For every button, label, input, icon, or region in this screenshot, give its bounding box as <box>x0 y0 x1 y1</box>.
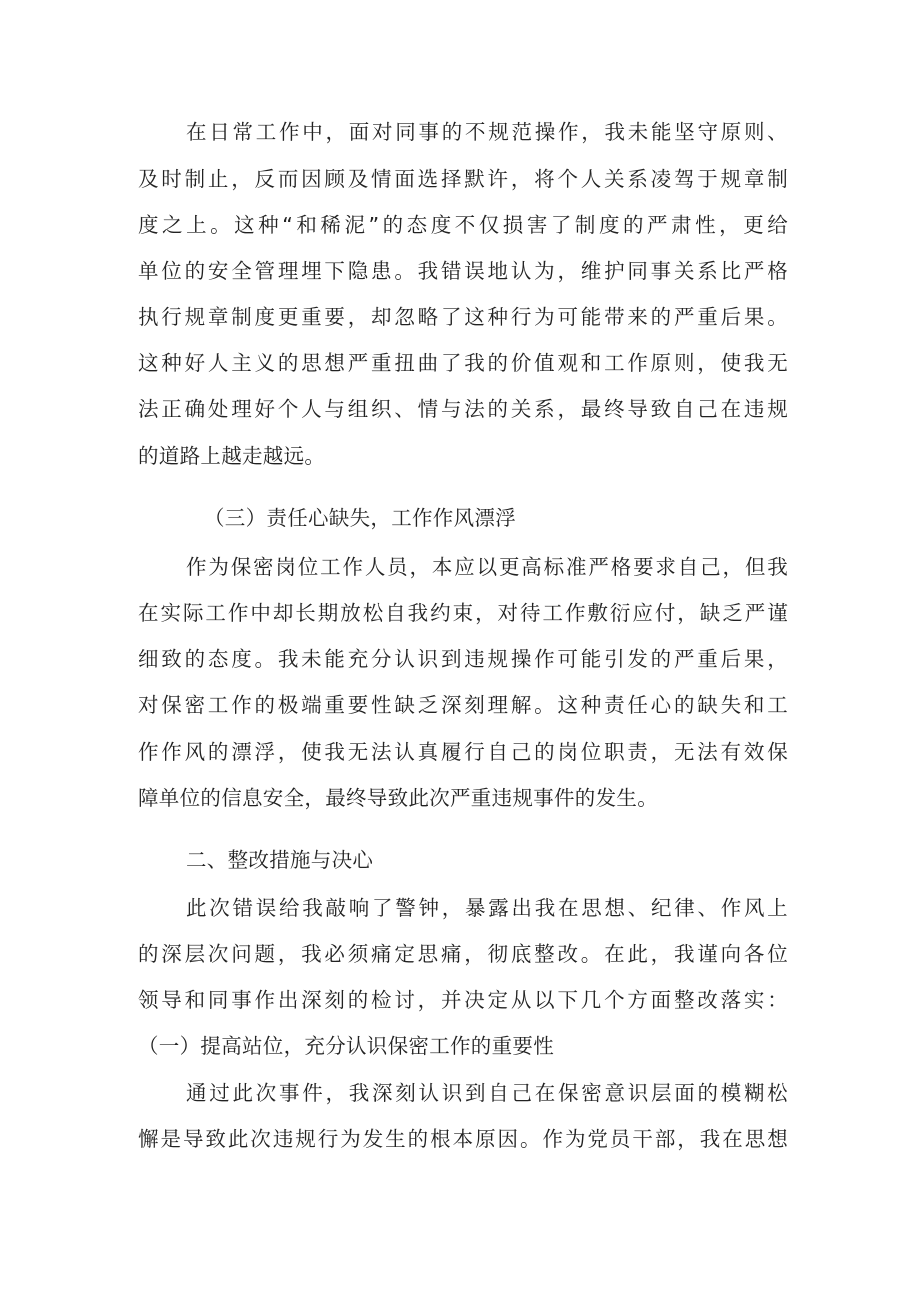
paragraph-3-line-2: 的深层次问题，我必须痛定思痛，彻底整改。在此，我谨向各位 <box>138 942 788 966</box>
paragraph-2-line-2: 在实际工作中却长期放松自我约束，对待工作敷衍应付，缺乏严谨 <box>138 601 788 625</box>
paragraph-3-line-1: 此次错误给我敲响了警钟，暴露出我在思想、纪律、作风上 <box>186 896 788 920</box>
paragraph-2-line-1: 作为保密岗位工作人员，本应以更高标准严格要求自己，但我 <box>186 555 788 579</box>
paragraph-4-line-2: 懈是导致此次违规行为发生的根本原因。作为党员干部，我在思想 <box>138 1127 788 1151</box>
paragraph-4-line-1: 通过此次事件，我深刻认识到自己在保密意识层面的模糊松 <box>186 1081 788 1105</box>
paragraph-2-line-6: 障单位的信息安全，最终导致此次严重违规事件的发生。 <box>138 786 658 810</box>
paragraph-2-line-4: 对保密工作的极端重要性缺乏深刻理解。这种责任心的缺失和工 <box>138 693 788 717</box>
paragraph-1-line-6: 这种好人主义的思想严重扭曲了我的价值观和工作原则，使我无 <box>138 351 788 375</box>
paragraph-3-line-3: 领导和同事作出深刻的检讨，并决定从以下几个方面整改落实： <box>138 988 788 1012</box>
paragraph-1-line-1: 在日常工作中，面对同事的不规范操作，我未能坚守原则、 <box>186 120 788 144</box>
paragraph-1-line-4: 单位的安全管理埋下隐患。我错误地认为，维护同事关系比严格 <box>138 259 788 283</box>
paragraph-1-line-3: 度之上。这种“和稀泥”的态度不仅损害了制度的严肃性，更给 <box>138 213 788 237</box>
paragraph-1-line-2: 及时制止，反而因顾及情面选择默许，将个人关系凌驾于规章制 <box>138 167 788 191</box>
sub-heading-1: （一）提高站位，充分认识保密工作的重要性 <box>138 1034 554 1058</box>
paragraph-1-line-8: 的道路上越走越远。 <box>138 444 326 468</box>
section-heading-3: （三）责任心缺失，工作作风漂浮 <box>204 506 516 530</box>
paragraph-2-line-3: 细致的态度。我未能充分认识到违规操作可能引发的严重后果， <box>138 647 788 671</box>
paragraph-1-line-5: 执行规章制度更重要，却忽略了这种行为可能带来的严重后果。 <box>138 305 788 329</box>
section-heading-2: 二、整改措施与决心 <box>186 848 374 872</box>
paragraph-1-line-7: 法正确处理好个人与组织、情与法的关系，最终导致自己在违规 <box>138 397 788 421</box>
paragraph-2-line-5: 作作风的漂浮，使我无法认真履行自己的岗位职责，无法有效保 <box>138 740 788 764</box>
